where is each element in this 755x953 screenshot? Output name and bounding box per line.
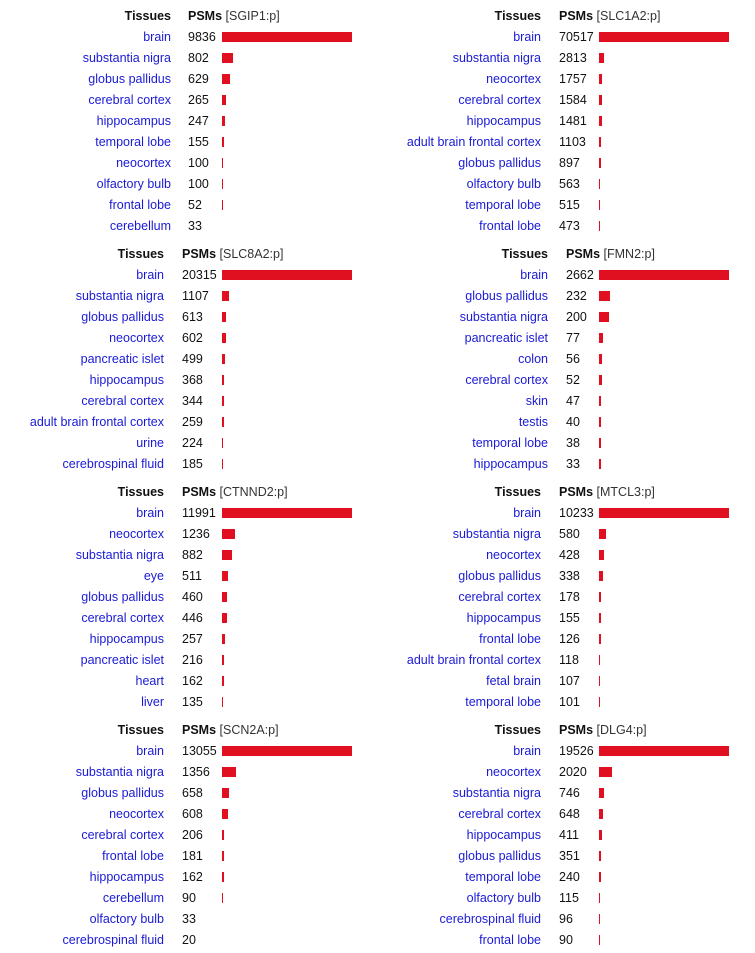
psm-value: 473 xyxy=(559,219,580,233)
tissue-link[interactable]: brain xyxy=(136,506,164,520)
psm-bar xyxy=(599,158,601,168)
table-row xyxy=(0,111,755,132)
table-row xyxy=(0,930,755,951)
psm-value: 613 xyxy=(182,310,203,324)
tissue-link[interactable]: urine xyxy=(136,436,164,450)
tissue-link[interactable]: olfactory bulb xyxy=(466,891,541,905)
psm-value: 897 xyxy=(559,156,580,170)
psm-value: 20 xyxy=(182,933,196,947)
psm-value: 232 xyxy=(566,289,587,303)
table-row xyxy=(0,692,755,713)
tissue-link[interactable]: neocortex xyxy=(486,548,541,562)
psms-label: PSMs xyxy=(559,723,594,737)
psm-value: 882 xyxy=(182,548,203,562)
psm-bar xyxy=(599,417,601,427)
table-row xyxy=(0,265,755,286)
psms-header xyxy=(182,720,279,741)
psm-bar xyxy=(599,179,600,189)
tissues-header: Tissues xyxy=(494,9,541,23)
psm-value: 90 xyxy=(559,933,573,947)
psms-header xyxy=(559,482,655,503)
protein-label: [SLC8A2:p] xyxy=(216,247,284,261)
psm-bar xyxy=(599,634,601,644)
tissue-link[interactable]: olfactory bulb xyxy=(466,177,541,191)
tissue-link[interactable]: temporal lobe xyxy=(465,870,541,884)
tissue-link[interactable]: substantia nigra xyxy=(452,786,541,800)
tissue-link[interactable]: frontal lobe xyxy=(109,198,171,212)
table-row xyxy=(0,825,755,846)
tissue-link[interactable]: globus pallidus xyxy=(81,786,164,800)
psm-value: 107 xyxy=(559,674,580,688)
psm-value: 200 xyxy=(566,310,587,324)
tissue-link[interactable]: neocortex xyxy=(486,72,541,86)
table-row xyxy=(0,286,755,307)
psm-value: 101 xyxy=(559,695,580,709)
tissue-link[interactable]: cerebral cortex xyxy=(81,394,164,408)
psms-header xyxy=(182,482,288,503)
psm-bar xyxy=(599,32,729,42)
protein-label: [CTNND2:p] xyxy=(216,485,288,499)
tissue-link[interactable]: temporal lobe xyxy=(95,135,171,149)
psm-value: 206 xyxy=(182,828,203,842)
psm-bar xyxy=(599,95,602,105)
table-row xyxy=(0,650,755,671)
table-row xyxy=(0,433,755,454)
psm-value: 259 xyxy=(182,415,203,429)
tissues-header: Tissues xyxy=(124,9,171,23)
psm-value: 20315 xyxy=(182,268,217,282)
tissue-link[interactable]: globus pallidus xyxy=(458,156,541,170)
tissue-link[interactable]: cerebral cortex xyxy=(458,93,541,107)
psm-bar xyxy=(599,655,600,665)
psm-value: 135 xyxy=(182,695,203,709)
table-row xyxy=(0,888,755,909)
psm-value: 162 xyxy=(182,674,203,688)
psm-value: 33 xyxy=(566,457,580,471)
psm-value: 224 xyxy=(182,436,203,450)
tissue-link[interactable]: globus pallidus xyxy=(465,289,548,303)
tissue-link[interactable]: testis xyxy=(518,415,548,429)
tissue-link[interactable]: brain xyxy=(520,268,548,282)
psm-bar xyxy=(599,312,609,322)
psm-value: 2020 xyxy=(559,765,587,779)
tissue-link[interactable]: substantia nigra xyxy=(75,289,164,303)
tissue-link[interactable]: pancreatic islet xyxy=(464,331,548,345)
psm-bar xyxy=(599,291,610,301)
psm-value: 155 xyxy=(188,135,209,149)
psm-value: 33 xyxy=(182,912,196,926)
psm-value: 351 xyxy=(559,849,580,863)
tissue-link[interactable]: eye xyxy=(143,569,164,583)
tissue-link[interactable]: adult brain frontal cortex xyxy=(406,653,541,667)
psm-value: 247 xyxy=(188,114,209,128)
psm-bar xyxy=(599,529,606,539)
protein-label: [FMN2:p] xyxy=(600,247,655,261)
table-row xyxy=(0,216,755,237)
tissue-link[interactable]: cerebrospinal fluid xyxy=(62,933,164,947)
psm-value: 1481 xyxy=(559,114,587,128)
tissue-link[interactable]: frontal lobe xyxy=(479,632,541,646)
tissue-link[interactable]: hippocampus xyxy=(466,828,541,842)
psm-value: 368 xyxy=(182,373,203,387)
psm-value: 178 xyxy=(559,590,580,604)
psm-value: 115 xyxy=(559,891,579,905)
tissues-header: Tissues xyxy=(501,247,548,261)
tissue-link[interactable]: hippocampus xyxy=(89,373,164,387)
psm-value: 460 xyxy=(182,590,203,604)
psm-bar xyxy=(599,809,603,819)
psm-value: 11991 xyxy=(182,506,216,520)
psm-bar xyxy=(599,459,601,469)
psm-value: 257 xyxy=(182,632,203,646)
table-row xyxy=(0,783,755,804)
tissue-link[interactable]: hippocampus xyxy=(96,114,171,128)
table-row xyxy=(0,370,755,391)
tissue-link[interactable]: globus pallidus xyxy=(81,590,164,604)
table-row xyxy=(0,804,755,825)
psm-bar xyxy=(599,116,602,126)
psm-bar xyxy=(599,74,602,84)
tissue-link[interactable]: substantia nigra xyxy=(459,310,548,324)
tissue-link[interactable]: neocortex xyxy=(109,527,164,541)
tissue-link[interactable]: hippocampus xyxy=(89,870,164,884)
table-row xyxy=(0,762,755,783)
tissue-link[interactable]: brain xyxy=(136,744,164,758)
tissue-link[interactable]: substantia nigra xyxy=(75,548,164,562)
tissue-link[interactable]: substantia nigra xyxy=(452,527,541,541)
psm-bar xyxy=(599,914,600,924)
psm-value: 216 xyxy=(182,653,203,667)
tissue-link[interactable]: cerebral cortex xyxy=(88,93,171,107)
psm-value: 1236 xyxy=(182,527,210,541)
psm-value: 118 xyxy=(559,653,579,667)
psm-value: 411 xyxy=(559,828,579,842)
psms-label: PSMs xyxy=(182,723,217,737)
psm-bar xyxy=(599,53,604,63)
table-row xyxy=(0,909,755,930)
psms-header xyxy=(182,244,283,265)
table-row xyxy=(0,27,755,48)
psm-value: 344 xyxy=(182,394,203,408)
tissue-link[interactable]: cerebral cortex xyxy=(81,828,164,842)
psm-value: 240 xyxy=(559,870,580,884)
protein-label: [MTCL3:p] xyxy=(593,485,655,499)
tissues-header: Tissues xyxy=(117,723,164,737)
psm-value: 1356 xyxy=(182,765,210,779)
tissue-link[interactable]: olfactory bulb xyxy=(96,177,171,191)
table-row xyxy=(0,48,755,69)
psm-value: 100 xyxy=(188,177,209,191)
psm-bar xyxy=(599,830,602,840)
tissue-link[interactable]: cerebral cortex xyxy=(81,611,164,625)
tissue-link[interactable]: hippocampus xyxy=(466,114,541,128)
psm-value: 155 xyxy=(559,611,580,625)
tissue-link[interactable]: olfactory bulb xyxy=(89,912,164,926)
tissue-link[interactable]: hippocampus xyxy=(466,611,541,625)
tissue-link[interactable]: heart xyxy=(135,674,164,688)
tissue-link[interactable]: neocortex xyxy=(109,331,164,345)
psm-value: 19526 xyxy=(559,744,594,758)
tissue-link[interactable]: fetal brain xyxy=(486,674,541,688)
tissue-link[interactable]: substantia nigra xyxy=(75,765,164,779)
tissue-link[interactable]: brain xyxy=(513,744,541,758)
tissue-link[interactable]: cerebellum xyxy=(102,891,164,905)
tissue-link[interactable]: colon xyxy=(518,352,548,366)
psm-value: 56 xyxy=(566,352,580,366)
table-row xyxy=(0,132,755,153)
psms-label: PSMs xyxy=(182,247,217,261)
tissue-link[interactable]: frontal lobe xyxy=(479,219,541,233)
tissue-link[interactable]: brain xyxy=(136,268,164,282)
table-row xyxy=(0,391,755,412)
tissue-link[interactable]: cerebrospinal fluid xyxy=(62,457,164,471)
psm-bar xyxy=(599,592,601,602)
psm-bar xyxy=(599,396,601,406)
psm-value: 77 xyxy=(566,331,580,345)
tissue-link[interactable]: skin xyxy=(525,394,548,408)
psm-bar xyxy=(599,613,601,623)
psm-value: 1584 xyxy=(559,93,587,107)
tissue-link[interactable]: substantia nigra xyxy=(452,51,541,65)
table-row xyxy=(0,307,755,328)
tissue-link[interactable]: brain xyxy=(143,30,171,44)
psm-value: 70517 xyxy=(559,30,594,44)
tissue-link[interactable]: neocortex xyxy=(109,807,164,821)
psm-value: 47 xyxy=(566,394,580,408)
psm-value: 52 xyxy=(566,373,580,387)
tissue-link[interactable]: hippocampus xyxy=(473,457,548,471)
table-row xyxy=(0,671,755,692)
psm-value: 499 xyxy=(182,352,203,366)
psm-bar xyxy=(599,767,612,777)
psms-label: PSMs xyxy=(559,9,594,23)
psm-value: 338 xyxy=(559,569,580,583)
psms-header xyxy=(559,6,660,27)
tissues-header: Tissues xyxy=(494,723,541,737)
psms-label: PSMs xyxy=(559,485,594,499)
psm-value: 10233 xyxy=(559,506,594,520)
psm-bar xyxy=(599,221,600,231)
psm-bar xyxy=(599,508,729,518)
protein-label: [SCN2A:p] xyxy=(216,723,279,737)
psms-header xyxy=(188,6,280,27)
psm-value: 52 xyxy=(188,198,202,212)
tissue-link[interactable]: frontal lobe xyxy=(102,849,164,863)
psm-value: 2662 xyxy=(566,268,594,282)
tissue-link[interactable]: brain xyxy=(513,506,541,520)
psm-value: 185 xyxy=(182,457,203,471)
psm-bar xyxy=(599,137,601,147)
psm-value: 658 xyxy=(182,786,203,800)
tissue-link[interactable]: cerebellum xyxy=(109,219,171,233)
psm-value: 563 xyxy=(559,177,580,191)
psm-value: 9836 xyxy=(188,30,216,44)
table-row xyxy=(0,454,755,475)
tissue-link[interactable]: hippocampus xyxy=(89,632,164,646)
psm-value: 181 xyxy=(182,849,203,863)
psms-header xyxy=(566,244,655,265)
psm-bar xyxy=(599,333,603,343)
table-row xyxy=(0,741,755,762)
psm-bar xyxy=(599,697,600,707)
psm-bar xyxy=(599,571,603,581)
psm-bar xyxy=(599,354,602,364)
psm-value: 648 xyxy=(559,807,580,821)
psms-label: PSMs xyxy=(182,485,217,499)
psm-bar xyxy=(599,851,601,861)
table-row xyxy=(0,503,755,524)
psm-value: 40 xyxy=(566,415,580,429)
psm-value: 13055 xyxy=(182,744,217,758)
tissue-link[interactable]: temporal lobe xyxy=(465,695,541,709)
tissue-link[interactable]: adult brain frontal cortex xyxy=(29,415,164,429)
table-row xyxy=(0,566,755,587)
table-row xyxy=(0,545,755,566)
table-row xyxy=(0,524,755,545)
tissue-link[interactable]: adult brain frontal cortex xyxy=(406,135,541,149)
psm-bar xyxy=(599,788,604,798)
tissues-header: Tissues xyxy=(494,485,541,499)
psm-value: 33 xyxy=(188,219,202,233)
psms-header xyxy=(559,720,647,741)
psm-value: 90 xyxy=(182,891,196,905)
tissues-header: Tissues xyxy=(117,247,164,261)
psm-value: 38 xyxy=(566,436,580,450)
psm-value: 580 xyxy=(559,527,580,541)
table-row xyxy=(0,69,755,90)
psm-value: 802 xyxy=(188,51,209,65)
psm-value: 126 xyxy=(559,632,580,646)
tissue-link[interactable]: temporal lobe xyxy=(465,198,541,212)
psms-label: PSMs xyxy=(566,247,601,261)
table-row xyxy=(0,587,755,608)
tissue-link[interactable]: globus pallidus xyxy=(458,569,541,583)
psm-bar xyxy=(599,550,604,560)
tissue-link[interactable]: pancreatic islet xyxy=(80,653,164,667)
table-row xyxy=(0,195,755,216)
psm-bar xyxy=(599,676,600,686)
tissue-link[interactable]: pancreatic islet xyxy=(80,352,164,366)
tissue-link[interactable]: substantia nigra xyxy=(82,51,171,65)
tissue-link[interactable]: temporal lobe xyxy=(472,436,548,450)
table-row xyxy=(0,328,755,349)
table-row xyxy=(0,412,755,433)
psm-value: 446 xyxy=(182,611,203,625)
tissue-link[interactable]: globus pallidus xyxy=(81,310,164,324)
tissue-link[interactable]: frontal lobe xyxy=(479,933,541,947)
psm-value: 162 xyxy=(182,870,203,884)
psm-value: 428 xyxy=(559,548,580,562)
psm-bar xyxy=(599,893,600,903)
psm-value: 100 xyxy=(188,156,209,170)
tissue-link[interactable]: neocortex xyxy=(116,156,171,170)
tissue-link[interactable]: liver xyxy=(141,695,164,709)
psm-bar xyxy=(599,746,729,756)
tissue-link[interactable]: cerebral cortex xyxy=(465,373,548,387)
psm-value: 2813 xyxy=(559,51,587,65)
table-row xyxy=(0,629,755,650)
table-row xyxy=(0,153,755,174)
table-row xyxy=(0,608,755,629)
psm-bar xyxy=(599,438,601,448)
psm-bar xyxy=(599,200,600,210)
table-row xyxy=(0,867,755,888)
psm-bar xyxy=(599,270,729,280)
table-row xyxy=(0,90,755,111)
psm-value: 265 xyxy=(188,93,209,107)
psm-value: 1103 xyxy=(559,135,586,149)
tissue-link[interactable]: cerebrospinal fluid xyxy=(439,912,541,926)
psm-value: 96 xyxy=(559,912,573,926)
table-row xyxy=(0,174,755,195)
psm-value: 746 xyxy=(559,786,580,800)
psm-value: 515 xyxy=(559,198,580,212)
psms-label: PSMs xyxy=(188,9,223,23)
psm-bar xyxy=(599,872,601,882)
tissue-link[interactable]: globus pallidus xyxy=(88,72,171,86)
tissue-link[interactable]: neocortex xyxy=(486,765,541,779)
psm-value: 1107 xyxy=(182,289,209,303)
psm-value: 608 xyxy=(182,807,203,821)
tissue-link[interactable]: globus pallidus xyxy=(458,849,541,863)
psm-value: 1757 xyxy=(559,72,587,86)
tissues-header: Tissues xyxy=(117,485,164,499)
psm-value: 629 xyxy=(188,72,209,86)
psm-value: 602 xyxy=(182,331,203,345)
psm-value: 511 xyxy=(182,569,202,583)
psm-bar xyxy=(599,375,602,385)
psm-bar xyxy=(599,935,600,945)
table-row xyxy=(0,349,755,370)
tissue-link[interactable]: cerebral cortex xyxy=(458,807,541,821)
protein-label: [SLC1A2:p] xyxy=(593,9,661,23)
protein-label: [DLG4:p] xyxy=(593,723,647,737)
tissue-link[interactable]: cerebral cortex xyxy=(458,590,541,604)
tissue-link[interactable]: brain xyxy=(513,30,541,44)
protein-label: [SGIP1:p] xyxy=(222,9,280,23)
table-row xyxy=(0,846,755,867)
